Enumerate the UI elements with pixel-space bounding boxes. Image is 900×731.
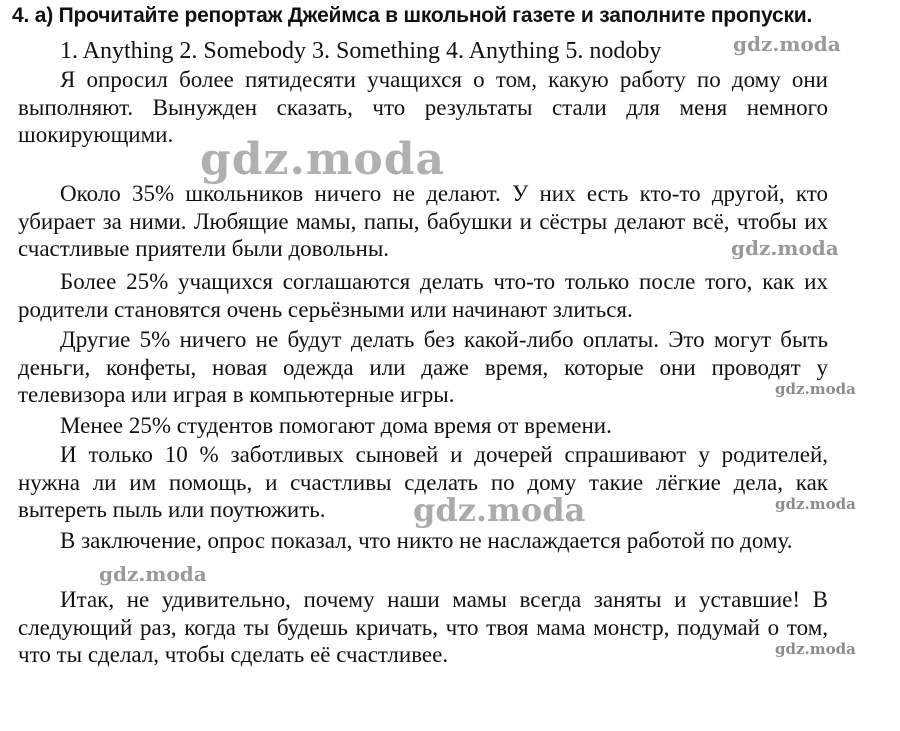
watermark: gdz.moda: [733, 32, 841, 56]
paragraph-final: Итак, не удивительно, почему наши мамы всегда заняты и уставшие! В следующий раз, когда ты будешь кричать, что твоя мама монстр, подумай о том, что ты сделал, чтобы сделать её счастливее.: [18, 587, 828, 667]
paragraph-less-25-percent: Менее 25% студентов помогают дома время от времени.: [60, 413, 612, 438]
watermark: gdz.moda: [731, 236, 839, 260]
paragraph-conclusion: В заключение, опрос показал, что никто не наслаждается работой по дому.: [60, 528, 793, 553]
watermark: gdz.moda: [413, 491, 586, 529]
paragraph-35-percent: Около 35% школьников ничего не делают. У них есть кто-то другой, кто убирает за ними. Любящие мамы, папы, бабушки и сёстры делают всё, чтобы их счастливые приятели были довольны.: [18, 181, 828, 261]
paragraph-intro: Я опросил более пятидесяти учащихся о том, какую работу по дому они выполняют. Вынужден сказать, что результаты стали для меня немного шокирующими.: [18, 67, 828, 147]
task-title: 4. а) Прочитайте репортаж Джеймса в школьной газете и заполните пропуски.: [12, 4, 813, 27]
watermark: gdz.moda: [775, 380, 856, 398]
answers-line: 1. Anything 2. Somebody 3. Something 4. Anything 5. nodoby: [60, 38, 662, 64]
watermark: gdz.moda: [775, 495, 856, 513]
watermark: gdz.moda: [99, 562, 207, 586]
watermark: gdz.moda: [200, 134, 446, 185]
watermark: gdz.moda: [775, 640, 856, 658]
paragraph-25-percent-parents: Более 25% учащихся соглашаются делать что-то только после того, как их родители становятся очень серьёзными или начинают злиться.: [18, 269, 828, 322]
paragraph-10-percent: И только 10 % заботливых сыновей и дочерей спрашивают у родителей, нужна ли им помощь, и счастливы сделать по дому такие лёгкие дела, как вытереть пыль или поутюжить.: [18, 442, 828, 522]
paragraph-5-percent: Другие 5% ничего не будут делать без какой-либо оплаты. Это могут быть деньги, конфеты, новая одежда или даже время, которые они проводят у телевизора или играя в компьютерные игры.: [18, 327, 828, 407]
